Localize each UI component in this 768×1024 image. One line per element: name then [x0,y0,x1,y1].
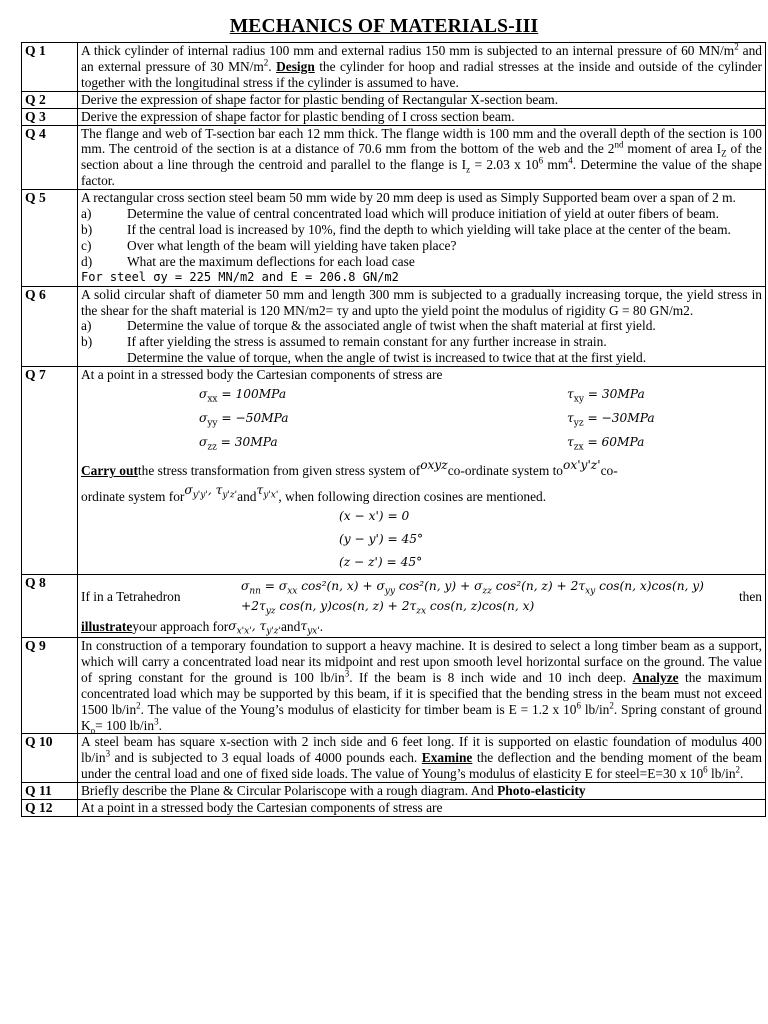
question-text: Derive the expression of shape factor for plastic bending of I cross section beam. [78,108,766,125]
q8-instruction: illustrate your approach for $\sigma_{x'x'}$, $\tau_{y'z'}$ and $\tau_{yx'}$ . [81,619,324,637]
question-text: In construction of a temporary foundation to support a heavy machine. It is desired to select a long timber beam as a support, which will carry a concentrated load near its midpoint and rest upon smooth level horizontal surface on the ground. The value of spring constant for the ground is 100 $lb/in^3$. If the beam is 8 inch wide and 10 inch deep. Analyze the maximum concentrated load which may be supported by this beam, if it is specified that the bending stress in the beam must not exceed 1500 $lb/in^2$. The value of the Young’s modulus of elasticity for timber beam is E = 1.2 x $10^6$ $lb/in^2$. Spring constant of ground $K_o= 100$ $lb/in^3$. [78,638,766,734]
q11-text-part: Briefly describe the Plane & Circular Polariscope with a rough diagram. And [81,783,498,799]
q4-text-part: mm [543,157,569,173]
question-text [78,783,766,800]
q10-keyword: Examine [421,750,473,766]
q7-text-part: co- [600,463,618,479]
q1-text-part: and an external pressure of 30 MN/m [81,43,762,74]
question-row [22,190,766,286]
q5-subpart-d [81,254,762,270]
question-number: Q 5 [22,190,78,286]
question-number: Q 3 [22,108,78,125]
q8-text-part: and [280,619,301,635]
q4-superscript: 6 [538,155,544,166]
q8-keyword: illustrate [81,619,133,635]
q1-keyword: Design [276,58,315,74]
question-row [22,575,766,638]
q10-text-part: the deflection and the bending moment of the beam under the central load and one of fixed side loads. The value of Young’s modulus of elasticity E for steel=E=30 x 10 [81,750,762,782]
question-number: Q 2 [22,91,78,108]
question-row [22,108,766,125]
question-number: Q 9 [22,638,78,734]
question-text [78,125,766,190]
q6-subpart-b-cont: Determine the value of torque, when the angle of twist is increased to twice that at the first yield. [127,350,647,366]
q5-intro: A rectangular cross section steel beam 50 mm wide by 20 mm deep is used as Simply Supported beam over a span of 2 m. [81,190,736,206]
question-text [78,190,766,286]
subpart-label: a) [81,206,92,222]
q5-subpart-a [81,206,762,222]
q4-superscript: 4 [568,155,573,166]
question-row [22,367,766,575]
subpart-text: Determine the value of torque & the associated angle of twist when the shaft material at first yield. [127,318,656,334]
subpart-label: a) [81,318,92,334]
questions-table [21,42,766,817]
q5-subpart-b [81,222,762,238]
q4-text-part: The flange and web of T-section bar each 12 mm thick. The flange width is 100 mm and the overall depth of the section is 100 mm. The centroid of the section is at a distance of 70.6 mm from the bottom of the web and the 2 [81,125,762,157]
page-title: MECHANICS OF MATERIALS-III [229,16,539,37]
stress-row [81,431,762,455]
q4-superscript: nd [614,139,624,150]
q6-subpart-b [81,334,762,350]
question-row [22,783,766,800]
q4-subscript: z [466,165,471,176]
q9-text-part: lb/in [580,701,610,717]
direction-cosine: (y − y') = 45° [339,531,424,546]
question-row [22,125,766,190]
q9-text-part: . Spring constant of ground K [81,701,762,733]
question-text: A thick cylinder of internal radius 100 mm and external radius 150 mm is subjected to an internal pressure of 60 $MN/m^2$ and an external pressure of 30 $MN/m^2$. Design the cylinder for hoop and radial stresses at the inside and outside of the cylinder together with the longitudinal stress if the cylinder is assumed to have. [78,43,766,92]
q7-text-part: and [237,489,257,505]
q7-intro: At a point in a stressed body the Cartesian components of stress are [81,367,443,383]
question-text: Derive the expression of shape factor for plastic bending of Rectangular X-section beam. [78,91,766,108]
q9-text-part: . If the beam is 8 inch wide and 10 inch deep. [349,669,633,685]
subpart-label: d) [81,253,93,269]
q9-text-part: the maximum concentrated load which may be supported by this beam, if it is specified that the bending stress in the beam must not exceed 1500 lb/in [81,669,763,717]
direction-cosine: (z − z') = 45° [339,554,423,569]
q4-text-part: moment of area I [623,141,722,157]
normal-stress: $\sigma_{xx} = 100MPa$ [199,387,287,405]
q11-bold-term: Photo-elasticity [497,783,586,799]
q7-instruction-line: ordinate system for $\sigma_{y'y'}$, $\tau_{y'z'}$ and $\tau_{y'x'}$ , when following direction cosines are mentioned. [81,483,547,505]
q5-subpart-c [81,238,762,254]
subpart-text: What are the maximum deflections for each load case [127,253,415,269]
question-number: Q 7 [22,367,78,575]
shear-stress: $\tau_{zx} = 60MPa$ [567,435,645,453]
question-row [22,734,766,783]
q7-text-part: ordinate system for [81,489,185,505]
question-text [78,367,766,575]
question-number: Q 4 [22,125,78,190]
q1-text-part: A thick cylinder of internal radius 100 mm and external radius 150 mm is subjected to an internal pressure of 60 MN/m [81,43,735,58]
normal-stress: $\sigma_{zz} = 30MPa$ [199,435,278,453]
question-row [22,638,766,734]
q9-text-part: In construction of a temporary foundation to support a heavy machine. It is desired to select a long timber beam as a support, which will carry a concentrated load near its midpoint and rest upon smooth level horizontal surface on the ground. The value of spring constant for the ground is 100 lb/in [81,638,762,685]
stress-row [81,383,762,407]
q1-text-part: the cylinder for hoop and radial stresses at the inside and outside of the cylinder together with the longitudinal stress if the cylinder is assumed to have. [81,58,762,90]
q9-text-part: . [158,717,162,733]
q4-subscript: Z [721,149,727,160]
q9-keyword: Analyze [632,669,679,685]
question-text: At a point in a stressed body the Cartesian components of stress are [78,800,766,817]
subpart-text: Over what length of the beam will yielding have taken place? [127,237,457,253]
q7-keyword: Carry out [81,463,138,479]
q8-text-part: . [319,619,324,635]
stress-row [81,407,762,431]
question-number: Q 12 [22,800,78,817]
q7-instruction-line [81,455,762,479]
q8-text-part: your approach for [132,619,229,635]
q9-text-part: . The value of the Young’s modulus of elasticity for timber beam is E = 1.2 x 10 [140,701,577,717]
q9-text-part: = 100 lb/in [95,717,155,733]
question-number: Q 10 [22,734,78,783]
subpart-text: If the central load is increased by 10%, find the depth to which yielding will take place at the center of the beam. [127,221,731,237]
subpart-label: b) [81,221,93,237]
normal-stress: $\sigma_{yy} = -50MPa$ [199,411,289,429]
q5-note: For steel σy = 225 MN/m2 and E = 206.8 GN/m2 [81,269,399,284]
q4-text-part: . Determine the value of the shape factor. [81,157,762,189]
q8-equation-block [81,577,762,617]
question-number: Q 11 [22,783,78,800]
q10-text-part: A steel beam has square x-section with 2 inch side and 6 feet long. If it is supported on elastic foundation of modulus 400 lb/in [81,734,762,766]
question-number: Q 6 [22,286,78,367]
q1-text-part: . [268,58,277,74]
q6-subpart-a [81,318,762,334]
direction-cosine: (x − x') = 0 [339,508,410,523]
question-number: Q 8 [22,575,78,638]
q10-text-part: lb/in [707,766,736,782]
q6-intro: A solid circular shaft of diameter 50 mm and length 300 mm is subjected to a gradually increasing torque, the yield stress in the shear for the shaft material is 120 MN/m2= τy and upto the yield point the modulus of rigidity G = 80 GN/m2. [81,286,762,318]
q10-text-part: . [740,766,744,782]
question-row [22,800,766,817]
q7-coordinate-system: ox'y'z' [563,458,601,473]
question-row [22,286,766,367]
q7-text-part: , when following direction cosines are mentioned. [278,489,547,505]
q4-text-part: = 2.03 x 10 [470,157,539,173]
q10-text-part: and is subjected to 3 equal loads of 4000 pounds each. [110,750,422,766]
q7-coordinate-system: oxyz [420,458,448,473]
q7-text-part: the stress transformation from given stress system of [137,463,421,479]
question-text: A steel beam has square x-section with 2 inch side and 6 feet long. If it is supported on elastic foundation of modulus 400 $lb/in^3$ and is subjected to 3 equal loads of 4000 pounds each. Examine the deflection and the bending moment of the beam under the central load and one of fixed side loads. The value of Young’s modulus of elasticity E for steel=E=30 x $10^6$ $lb/in^2$. [78,734,766,783]
subpart-text: Determine the value of central concentrated load which will produce initiation of yield at outer fibers of beam. [127,206,719,222]
subpart-label: c) [81,237,92,253]
question-text [78,575,766,638]
shear-stress: $\tau_{yz} = -30MPa$ [567,411,655,429]
question-row [22,91,766,108]
q8-equation: $\sigma_{nn} = \sigma_{xx}$ cos²(n, $x) + \sigma_{yy}$ cos²(n, $y) + \sigma_{zz}$ cos²(n, $z) + 2\tau_{xy}$ cos(n, x)cos(n, y) $+2\tau_{yz}$ cos(n, y)cos(n, $z) + 2\tau_{zx}$ cos(n, z)cos(n, x) [241,579,704,617]
q8-lead: If in a Tetrahedron [81,589,181,605]
subpart-text: If after yielding the stress is assumed to remain constant for any further increase in strain. [127,334,607,350]
q8-then: then [738,589,762,605]
shear-stress: $\tau_{xy} = 30MPa$ [567,387,645,405]
question-number: Q 1 [22,43,78,92]
subpart-label: b) [81,334,93,350]
q4-text-part: of the section about a line through the centroid and parallel to the flange is I [81,141,762,173]
question-text [78,286,766,367]
question-row [22,43,766,92]
q7-text-part: co-ordinate system to [447,463,563,479]
